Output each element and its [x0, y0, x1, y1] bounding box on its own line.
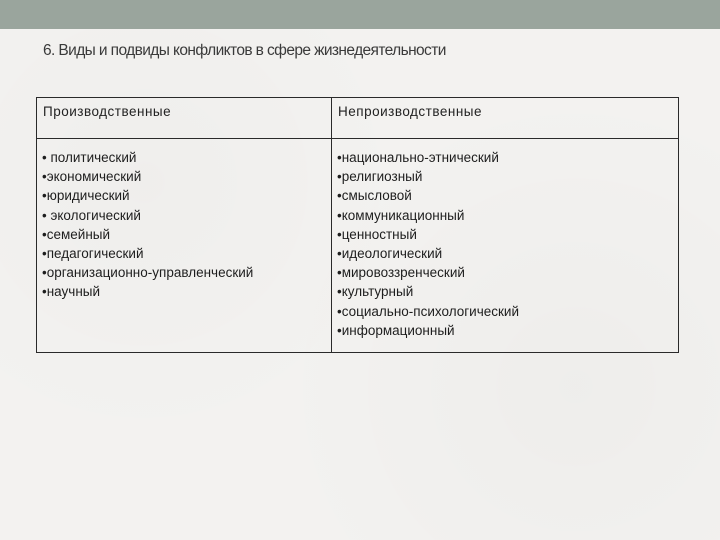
list-item: •организационно-управленческий [42, 265, 254, 281]
slide-title: 6. Виды и подвиды конфликтов в сфере жизнедеятельности [43, 42, 446, 59]
list-item: •религиозный [337, 169, 423, 185]
conflict-types-table [36, 97, 679, 353]
list-item: •смысловой [337, 188, 412, 204]
list-item: •семейный [42, 226, 111, 242]
list-item: •культурный [337, 284, 414, 300]
top-accent-bar [0, 0, 720, 29]
list-item: •национально-этнический [337, 150, 499, 165]
list-item: •информационный [337, 322, 455, 338]
list-item: • экологический [42, 207, 141, 223]
table-header-row [37, 98, 679, 139]
header-production: Производственные [37, 98, 332, 139]
list-item: •коммуникационный [337, 207, 465, 223]
list-item: • политический [42, 150, 137, 165]
list-item: •научный [42, 284, 101, 300]
table-body-row [37, 139, 679, 353]
header-non-production: Непроизводственные [332, 98, 679, 139]
list-item: •педагогический [42, 246, 144, 262]
list-item: •социально-психологический [337, 303, 519, 319]
list-item: •юридический [42, 188, 130, 204]
production-types-cell [37, 139, 332, 353]
list-item: •ценностный [337, 226, 417, 242]
non-production-types-cell [332, 139, 679, 353]
list-item: •идеологический [337, 246, 443, 262]
list-item: •экономический [42, 169, 142, 185]
list-item: •мировоззренческий [337, 265, 465, 281]
